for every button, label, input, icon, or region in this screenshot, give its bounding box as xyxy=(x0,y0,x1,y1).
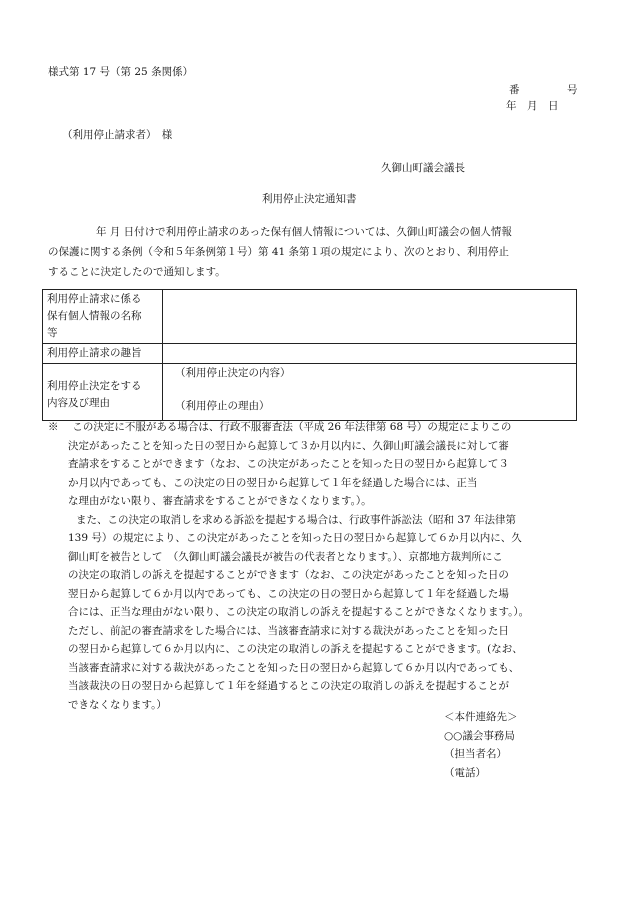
table-label: 利用停止請求に係る xyxy=(47,293,142,305)
body-line: の保護に関する条例（令和５年条例第１号）第 41 条第１項の規定により、次のとおり、利用停止 xyxy=(48,246,510,258)
contact-heading: ＜本件連絡先＞ xyxy=(444,711,518,723)
contact-person: （担当者名） xyxy=(444,748,507,760)
form-number: 様式第 17 号（第 25 条関係） xyxy=(48,66,194,78)
notes-section xyxy=(48,418,588,714)
addressee: （利用停止請求者） 様 xyxy=(62,129,173,141)
note-line: の決定の取消しの訴えを提起することができます（なお、この決定があったことを知った日の xyxy=(68,569,509,581)
sender: 久御山町議会議長 xyxy=(381,162,465,174)
table-row xyxy=(43,344,577,364)
note-line: な理由がない限り、審査請求をすることができなくなります。）。 xyxy=(68,495,372,507)
note-mark: ※ xyxy=(48,421,59,433)
table-label-cell xyxy=(43,344,163,364)
body-line: することに決定したので通知します。 xyxy=(48,266,226,278)
info-table xyxy=(42,289,577,421)
table-value-cell xyxy=(163,344,577,364)
table-value-cell xyxy=(163,364,577,421)
note-line: また、この決定の取消しを求める訴訟を提起する場合は、行政事件訴訟法（昭和 37 年法律第 xyxy=(76,513,517,526)
issue-date: 年 月 日 xyxy=(506,100,559,112)
note-line: 決定があったことを知った日の翌日から起算して３か月以内に、久御山町議会議長に対して審 xyxy=(68,439,509,452)
note-line: 御山町を被告として （久御山町議会議長が被告の代表者となります。）、京都地方裁判所にこ xyxy=(68,550,503,563)
table-label: 保有個人情報の名称 xyxy=(47,310,142,322)
document-title: 利用停止決定通知書 xyxy=(262,193,357,205)
body-line: 年 月 日付けで利用停止請求のあった保有個人情報については、久御山町議会の個人情報 xyxy=(96,226,512,238)
note-line: か月以内であっても、この決定の日の翌日から起算して１年を経過した場合には、正当 xyxy=(68,476,478,489)
contact-block xyxy=(444,708,518,782)
decision-content-label: （利用停止決定の内容） xyxy=(175,367,291,379)
table-label-cell xyxy=(43,364,163,421)
body-paragraph xyxy=(48,222,578,282)
note-line: ただし、前記の審査請求をした場合には、当該審査請求に対する裁決があったことを知った日 xyxy=(68,624,509,637)
table-label: 等 xyxy=(47,327,58,339)
document-number-label: 番 xyxy=(509,84,520,96)
note-line: 合には、正当な理由がない限り、この決定の取消しの訴えを提起することができなくなります。）。 xyxy=(68,606,530,618)
table-label: 利用停止請求の趣旨 xyxy=(47,347,142,359)
note-line: 当該裁決の日の翌日から起算して１年を経過するとこの決定の取消しの訴えを提起することが xyxy=(68,680,509,692)
contact-office: ○○議会事務局 xyxy=(444,729,515,742)
table-label: 内容及び理由 xyxy=(47,397,110,409)
table-value-cell xyxy=(163,290,577,344)
table-row xyxy=(43,364,577,421)
document-number-suffix: 号 xyxy=(567,84,578,96)
note-line: 査請求をすることができます（なお、この決定があったことを知った日の翌日から起算して３ xyxy=(68,458,509,470)
note-line: ※ この決定に不服がある場合は、行政不服審査法（平成 26 年法律第 68 号）の規定によりこの xyxy=(48,421,512,433)
note-line: 翌日から起算して６か月以内であっても、この決定の日の翌日から起算して１年を経過した場 xyxy=(68,587,509,600)
table-row xyxy=(43,290,577,344)
table-label-cell xyxy=(43,290,163,344)
decision-reason-label: （利用停止の理由） xyxy=(175,400,270,412)
contact-phone: （電話） xyxy=(444,766,486,779)
note-line: の翌日から起算して６か月以内に、この決定の取消しの訴えを提起することができます。(なお、 xyxy=(68,643,523,655)
note-line: 139 号）の規定により、この決定があったことを知った日の翌日から起算して６か月以内に、久 xyxy=(68,532,522,544)
note-line: できなくなります。） xyxy=(68,698,167,711)
table-label: 利用停止決定をする xyxy=(47,380,142,392)
note-line: 当該審査請求に対する裁決があったことを知った日の翌日から起算して６か月以内であっても、 xyxy=(68,661,520,674)
